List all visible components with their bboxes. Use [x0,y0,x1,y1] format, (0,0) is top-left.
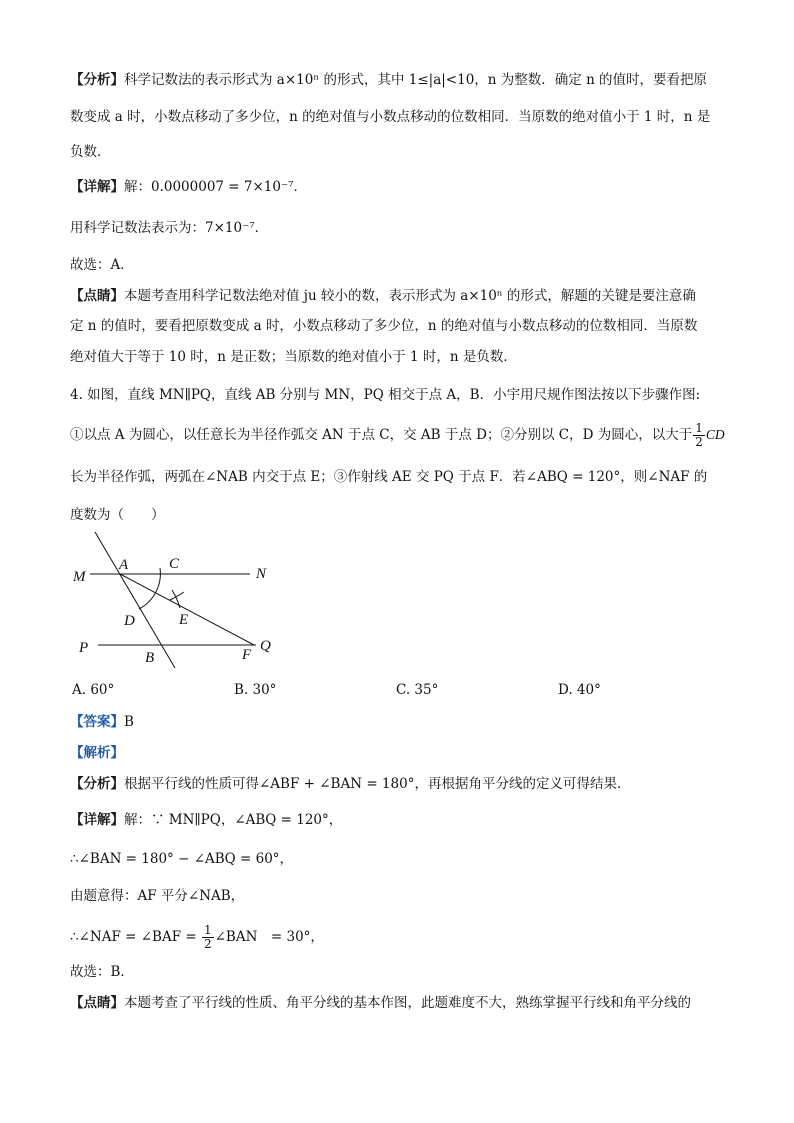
detail2-line-3: 由题意得：AF 平分∠NAB， [70,888,245,904]
label-A: A [119,557,129,573]
analysis2-line: 【分析】根据平行线的性质可得∠ABF + ∠BAN = 180°，再根据角平分线的定义可得结果． [70,776,631,792]
detail2-line-5: 故选：B． [70,964,134,980]
option-b: B. 30° [234,682,277,698]
geometry-figure [70,528,290,673]
explain-line [70,743,726,763]
question-line-1: 4. 如图，直线 MN∥PQ，直线 AB 分别与 MN，PQ 相交于点 A，B．小宇用尺规作图法按以下步骤作图: [70,387,701,403]
label-C: C [169,556,180,572]
label-B: B [145,650,155,666]
detail-tag: 【详解】 [70,179,124,195]
analysis-line-1: 【分析】科学记数法的表示形式为 a×10ⁿ 的形式，其中 1≤|a|<10，n 为整数．确定 n 的值时，要看把原 [70,72,708,88]
option-d: D. 40° [558,682,601,698]
option-a: A. 60° [72,682,115,698]
analysis-line-3: 负数． [70,144,111,160]
answer-line [70,712,726,732]
question-line-2: ①以点 A 为圆心，以任意长为半径作弧交 AN 于点 C，交 AB 于点 D；②分别以 C，D 为圆心，以大于 $\frac{1}{2}$ CD [70,421,725,449]
question-line-3: 长为半径作弧，两弧在∠NAB 内交于点 E；③作射线 AE 交 PQ 于点 F．若∠ABQ = 120°，则∠NAF 的 [70,469,708,485]
detail-line-3: 故选：A． [70,257,134,273]
detail-line-1: 【详解】解：0.0000007 = 7×10⁻⁷． [70,179,308,195]
answer-tag: 【答案】 [70,714,124,730]
detail2-line-2: ∴∠BAN = 180° − ∠ABQ = 60°， [70,851,294,867]
label-Q: Q [260,638,271,654]
comment2-line: 【点睛】本题考查了平行线的性质、角平分线的基本作图，此题难度不大，熟练掌握平行线和角平分线的 [70,995,691,1011]
detail2-line-4: ∴∠NAF = ∠BAF = $\frac{1}{2}$ ∠BAN = 30°， [70,923,324,951]
detail2-line-1: 【详解】解：∵ MN∥PQ，∠ABQ = 120°， [70,812,343,828]
answer-value: B [124,714,134,730]
comment-line-3: 绝对值大于等于 10 时，n 是正数；当原数的绝对值小于 1 时，n 是负数． [70,349,517,365]
label-F: F [242,647,252,663]
analysis-line-2: 数变成 a 时，小数点移动了多少位，n 的绝对值与小数点移动的位数相同．当原数的绝对值小于 1 时，n 是 [70,109,711,125]
comment-line-1: 【点睛】本题考查用科学记数法绝对值 ju 较小的数，表示形式为 a×10ⁿ 的形式，解题的关键是要注意确 [70,288,696,304]
detail2-tag: 【详解】 [70,812,124,828]
label-D: D [124,613,135,629]
analysis-tag: 【分析】 [70,72,124,88]
label-E: E [179,612,189,628]
label-P: P [79,640,89,656]
arc-from-D [172,590,180,608]
fraction-half-2: $\frac{1}{2}$ [203,923,212,951]
question-line-4: 度数为（ ） [70,507,165,523]
comment-line-2: 定 n 的值时，要看把原数变成 a 时，小数点移动了多少位，n 的绝对值与小数点移动的位数相同．当原数 [70,318,698,334]
option-c: C. 35° [396,682,439,698]
analysis2-tag: 【分析】 [70,776,124,792]
fraction-half: $\frac{1}{2}$ [695,421,703,449]
detail-line-2: 用科学记数法表示为：7×10⁻⁷． [70,220,269,236]
comment-tag: 【点睛】 [70,288,124,304]
explain-tag: 【解析】 [70,745,124,761]
label-N: N [256,566,267,582]
comment2-tag: 【点睛】 [70,995,124,1011]
line-AB [95,532,175,668]
label-M: M [73,569,86,585]
